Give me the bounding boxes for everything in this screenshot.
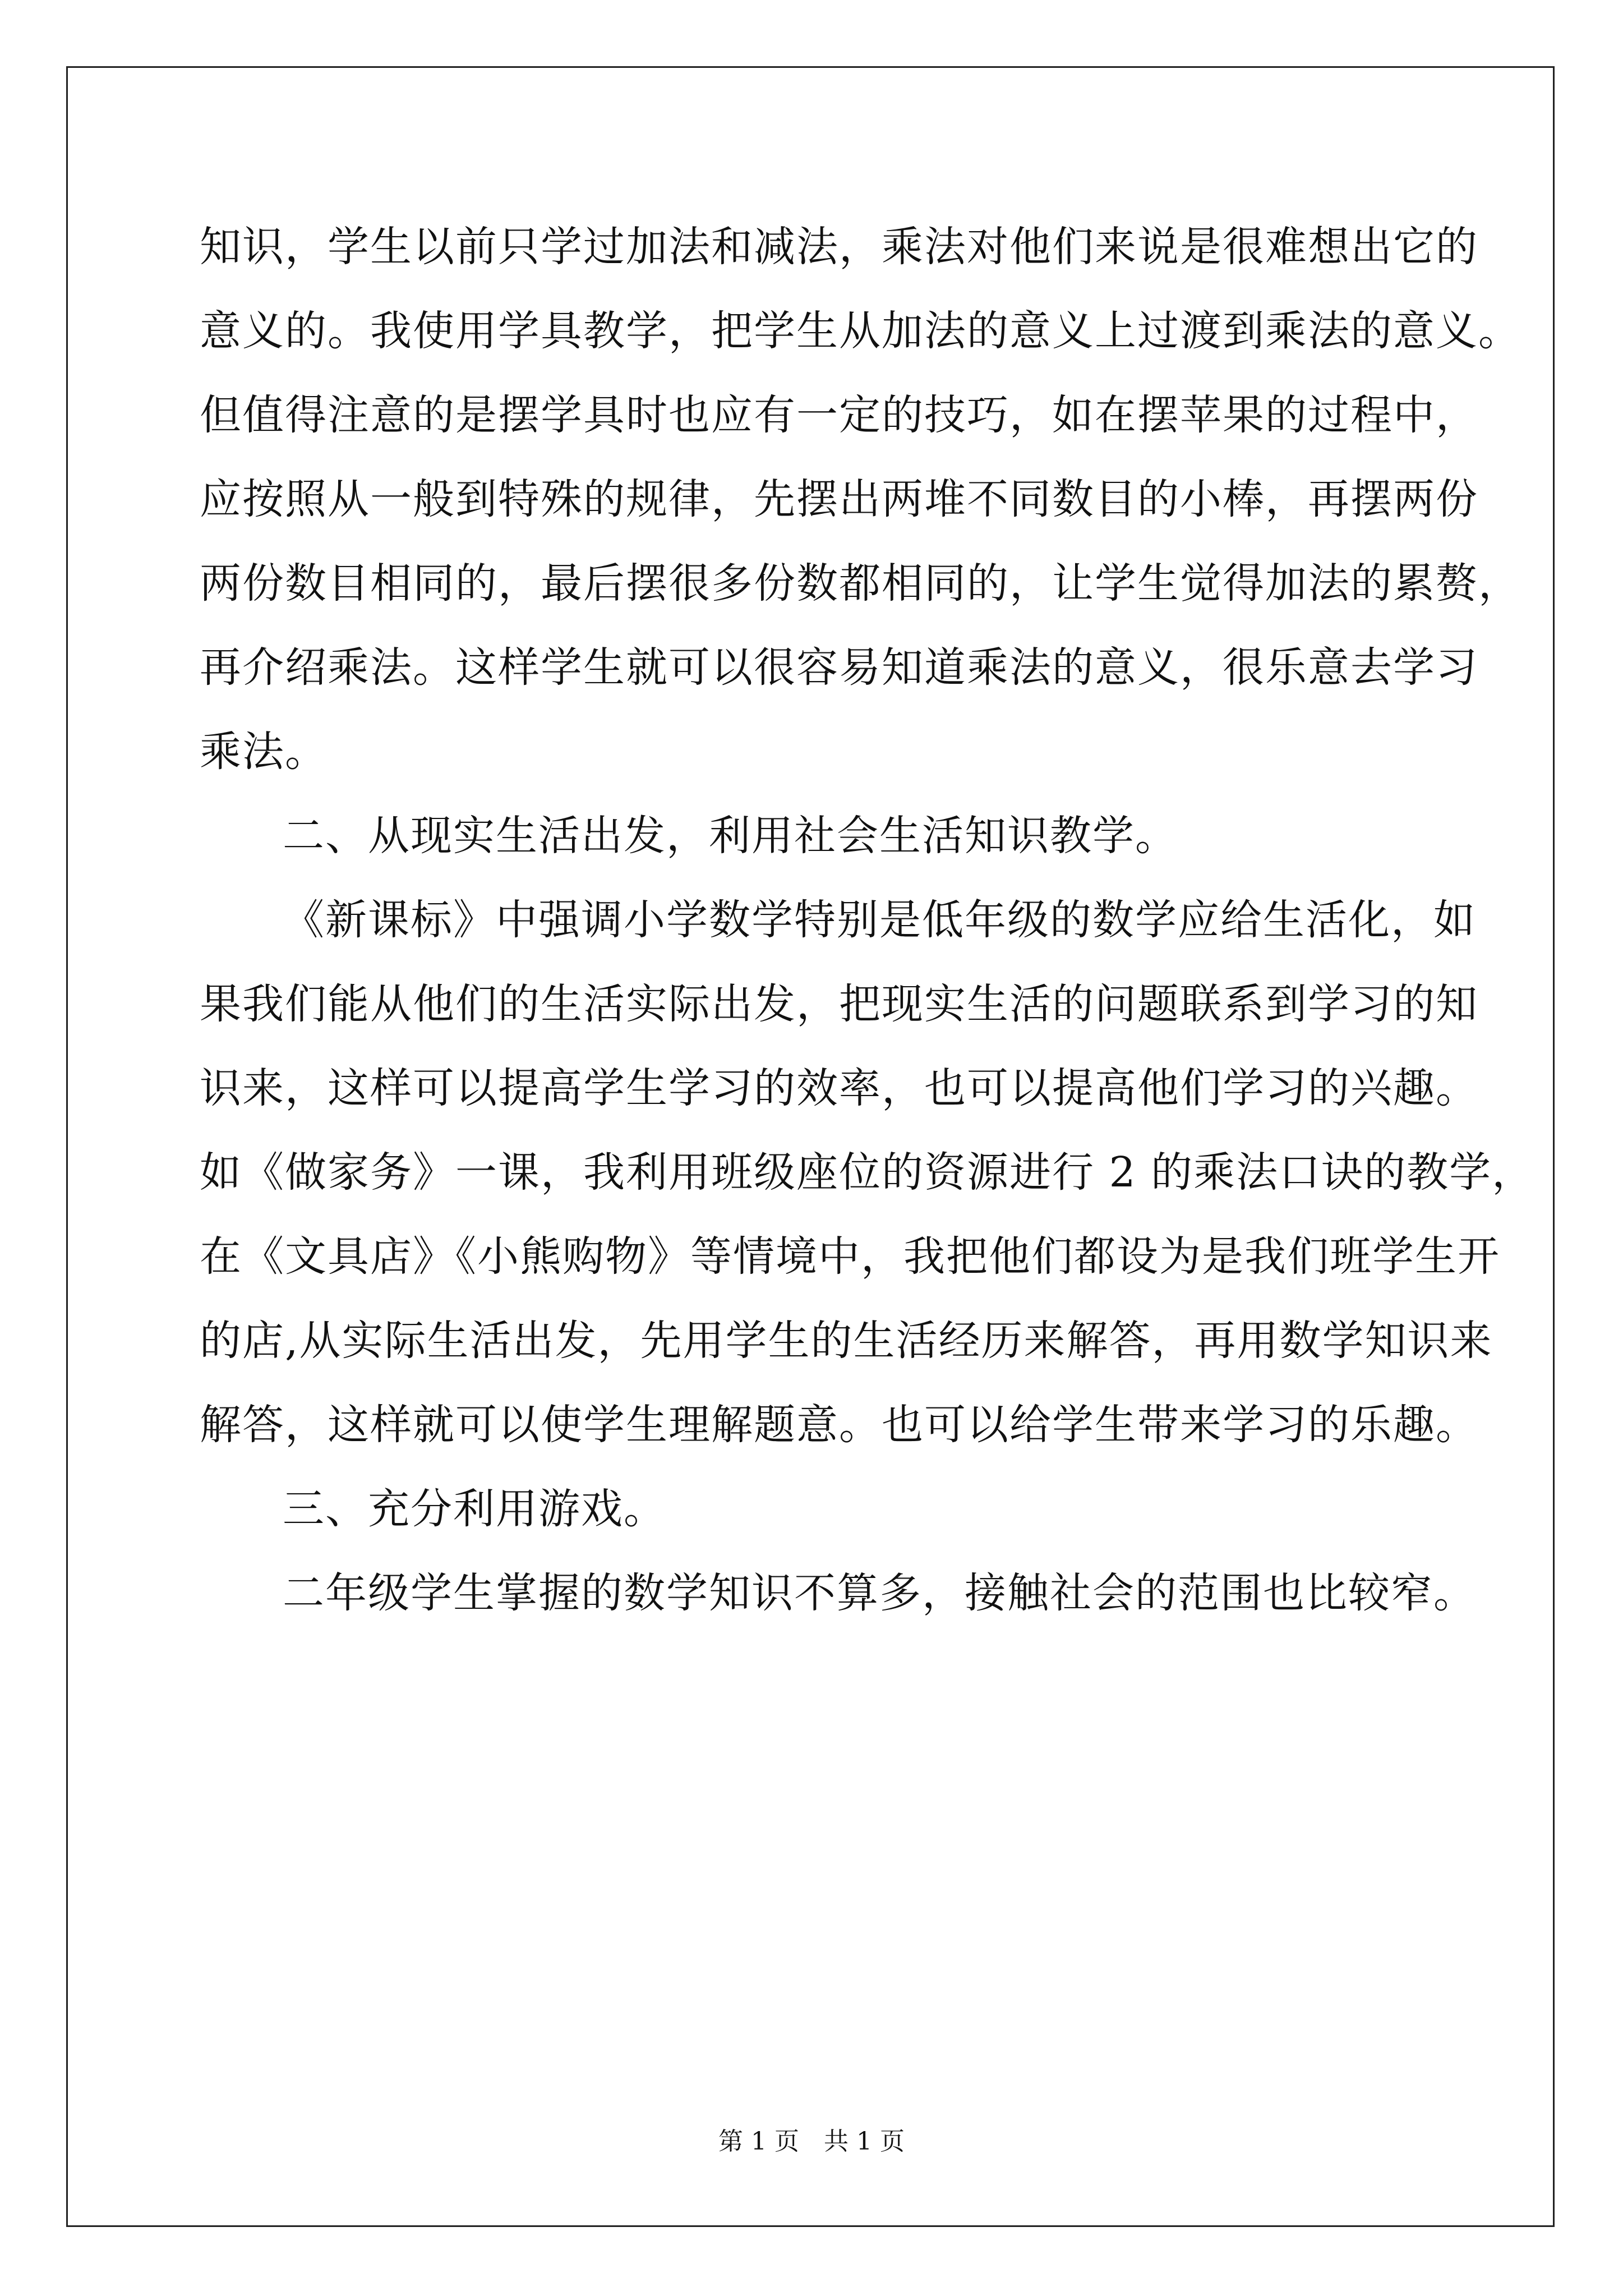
text-line: 应按照从一般到特殊的规律，先摆出两堆不同数目的小棒，再摆两份 — [200, 475, 1478, 523]
text-line: 果我们能从他们的生活实际出发，把现实生活的问题联系到学习的知 — [200, 980, 1478, 1028]
text-line: 解答，这样就可以使学生理解题意。也可以给学生带来学习的乐趣。 — [200, 1401, 1478, 1449]
text-line: 意义的。我使用学具教学，把学生从加法的意义上过渡到乘法的意义。 — [200, 307, 1521, 355]
text-line: 如《做家务》一课，我利用班级座位的资源进行 2 的乘法口诀的教学， — [200, 1148, 1535, 1197]
page-footer: 第 1 页 共 1 页 — [718, 2127, 905, 2156]
text-line: 的店,从实际生活出发，先用学生的生活经历来解答，再用数学知识来 — [200, 1317, 1493, 1365]
text-line: 识来，这样可以提高学生学习的效率，也可以提高他们学习的兴趣。 — [200, 1064, 1478, 1112]
text-line: 在《文具店》《小熊购物》等情境中，我把他们都设为是我们班学生开 — [200, 1232, 1500, 1281]
document-body — [200, 205, 1535, 1635]
text-line: 知识，学生以前只学过加法和减法，乘法对他们来说是很难想出它的 — [200, 223, 1478, 271]
text-line: 两份数目相同的，最后摆很多份数都相同的，让学生觉得加法的累赘， — [200, 559, 1521, 608]
text-line: 乘法。 — [200, 728, 328, 776]
text-line: 二、从现实生活出发，利用社会生活知识教学。 — [283, 812, 1178, 860]
text-line: 但值得注意的是摆学具时也应有一定的技巧，如在摆苹果的过程中， — [200, 391, 1478, 439]
text-line: 《新课标》中强调小学数学特别是低年级的数学应给生活化，如 — [283, 896, 1476, 944]
text-line: 再介绍乘法。这样学生就可以很容易知道乘法的意义，很乐意去学习 — [200, 643, 1478, 692]
text-line: 三、充分利用游戏。 — [283, 1485, 666, 1533]
text-line: 二年级学生掌握的数学知识不算多，接触社会的范围也比较窄。 — [283, 1569, 1476, 1617]
